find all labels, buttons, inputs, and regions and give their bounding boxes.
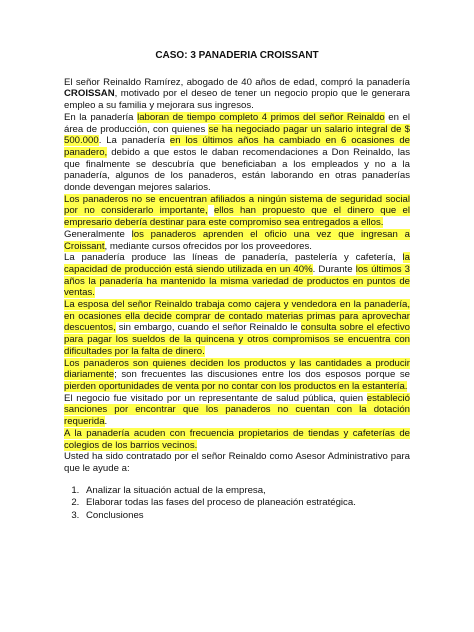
paragraph-assignment (64, 451, 410, 474)
highlight-span: A la panadería acuden con frecuencia propietarios de tiendas y cafeterías de colegios de los barrios vecinos. (64, 427, 410, 451)
text-span: . (104, 416, 108, 428)
task-list (64, 485, 410, 522)
highlight-span: Los panaderos son quienes deciden los productos y las cantidades a producir diariamente (64, 357, 410, 381)
highlight-span: Los panaderos no se encuentran afiliados a ningún sistema de seguridad social por no considerarlo importante, (64, 193, 410, 217)
text-span: El negocio fue visitado por un representante de salud pública, quien (64, 392, 367, 404)
highlight-span: La esposa del señor Reinaldo trabaja como cajera y vendedora en la panadería, en ocasiones ella decide comprar de contado materias primas para aprovechar descuentos, (64, 299, 410, 334)
paragraph-health-visit (64, 393, 410, 428)
highlight-span: consulta sobre el efectivo para pagar los sueldos de la quincena y otros compromisos se encuentra con dificultades por la falta de dinero. (64, 322, 410, 357)
text-span: , mediante cursos ofrecidos por los proveedores. (104, 240, 312, 252)
paragraph-staff (64, 112, 410, 194)
document-title: CASO: 3 PANADERIA CROISSANT (155, 50, 319, 61)
text-span: , motivado por el deseo de tener un negocio propio que le generara empleo a su familia y mejorara sus ingresos. (64, 88, 410, 112)
paragraph-intro (64, 77, 410, 112)
text-span: Usted ha sido contratado por el señor Reinaldo como Asesor Administrativo para que le ayude a: (64, 451, 410, 474)
highlight-span: los últimos 3 años la panadería ha mantenido la misma variedad de productos en puntos de ventas. (64, 263, 410, 299)
highlight-span: ellos han propuesto que el dinero que el empresario debería destinar para este compromiso sea entregados a ellos. (64, 205, 410, 229)
bold-business-name: CROISSAN (64, 88, 115, 100)
highlight-span: estableció sanciones por encontrar que los panaderos no cuentan con la dotación requerida (64, 392, 410, 428)
list-item: 2. Elaborar todas las fases del proceso de planeación estratégica. (82, 497, 410, 509)
text-span: El señor Reinaldo Ramírez, abogado de 40 años de edad, compró la panadería (64, 76, 410, 88)
paragraph-customers (64, 428, 410, 451)
highlight-span: se ha negociado pagar un salario integral de $ 500.000 (64, 123, 410, 147)
text-span: La panadería produce las líneas de panadería, pastelería y cafetería, (64, 252, 403, 264)
paragraph-decisions (64, 358, 410, 393)
highlight-span: laboran de tiempo completo 4 primos del señor Reinaldo (137, 111, 385, 123)
highlight-span: en los últimos años ha cambiado en 6 ocasiones de panadero, (64, 135, 410, 158)
text-span: debido a que estos le daban recomendaciones a Don Reinaldo, las que finalmente se descubría que beneficiaban a los empleados y no a la panadería, algunos de los panaderos, están laborando en otras panaderías donde devengan mejores salarios. (64, 146, 410, 194)
text-span: Generalmente (64, 228, 132, 240)
document-page (64, 50, 410, 523)
highlight-span: los panaderos aprenden el oficio una vez que ingresan a Croissant (64, 228, 410, 252)
highlight-span: la capacidad de producción está siendo utilizada en un 40% (64, 252, 410, 275)
text-span: sin embargo, cuando el señor Reinaldo le (115, 322, 301, 334)
text-span: ; son frecuentes las discusiones entre los dos esposos porque se (114, 369, 410, 381)
text-span: en el área de producción, con quienes (64, 111, 410, 135)
text-span: . La panadería (98, 135, 170, 147)
text-span: . Durante (312, 263, 356, 275)
text-span: En la panadería (64, 111, 138, 123)
paragraph-social-security (64, 194, 410, 229)
list-item: 1. Analizar la situación actual de la empresa, (82, 485, 410, 497)
paragraph-training (64, 229, 410, 252)
text-span (208, 205, 214, 216)
paragraph-wife (64, 299, 410, 358)
highlight-span: pierden oportunidades de venta por no contar con los productos en la estantería. (64, 380, 408, 392)
list-item: 3. Conclusiones (82, 510, 410, 522)
paragraph-production (64, 252, 410, 299)
